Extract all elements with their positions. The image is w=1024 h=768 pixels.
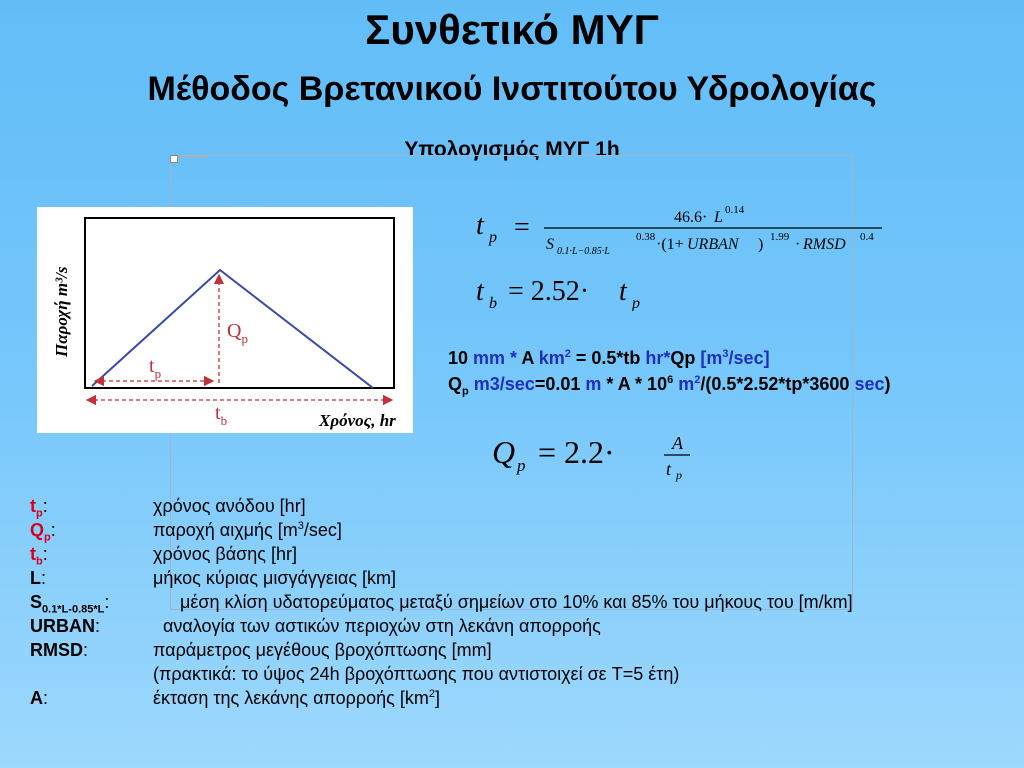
svg-text:p: p: [489, 229, 497, 246]
tb-label: $t_b$: [215, 402, 228, 428]
unit-equations: [448, 345, 891, 397]
svg-text:): ): [758, 236, 764, 253]
svg-text:·(1+: ·(1+: [656, 236, 684, 253]
definition-term: RMSD:: [30, 640, 89, 660]
definition-term: $t_p$:: [30, 496, 48, 520]
equation-token: 2: [694, 374, 701, 386]
definition-description: αναλογία των αστικών περιοχών στη λεκάνη απορροής: [163, 616, 601, 636]
svg-text:0.1·L−0.85·L: 0.1·L−0.85·L: [557, 246, 610, 257]
definition-description: έκταση της λεκάνης απορροής $[km^2]$: [153, 688, 440, 708]
formula-block: [474, 196, 894, 311]
svg-text:p: p: [632, 295, 640, 311]
equation-token: /(0.5*2.52*tp*3600: [700, 374, 855, 394]
definition-description: (πρακτικά: το ύψος 24h βροχόπτωσης που αντιστοιχεί σε T=5 έτη): [153, 664, 680, 684]
equation-token: sec: [854, 374, 885, 394]
hydrograph-svg: [37, 207, 413, 433]
tp-label: $t_p$: [149, 355, 162, 381]
svg-text:b: b: [489, 295, 497, 311]
definition-description: χρόνος βάσης [hr]: [153, 544, 297, 564]
qp-label: $Q_p$: [227, 320, 248, 346]
definition-description: μήκος κύριας μισγάγγειας [km]: [153, 568, 396, 588]
equation-token: m: [673, 374, 695, 394]
svg-text:=: =: [514, 212, 530, 243]
svg-text:0.38: 0.38: [636, 231, 656, 243]
svg-text:Q: Q: [492, 434, 516, 470]
equation-token: hr*: [645, 348, 671, 368]
equation-token: p: [462, 385, 469, 398]
qp-formula-svg: [490, 425, 710, 485]
equation-token: m3/sec: [468, 374, 535, 394]
definition-description: παράμετρος μεγέθους βροχόπτωσης [mm]: [153, 640, 492, 660]
equation-token: km: [538, 348, 565, 368]
slide-subtitle: Μέθοδος Βρετανικού Ινστιτούτου Υδρολογίας: [147, 70, 877, 108]
svg-text:·: ·: [795, 236, 801, 253]
definition-term: $Q_p$:: [30, 520, 56, 544]
svg-text:A: A: [672, 433, 683, 453]
definition-term: URBAN:: [30, 616, 101, 636]
equation-token: A: [521, 348, 539, 368]
equation-token: 10: [448, 348, 474, 368]
equation-token: /sec]: [728, 348, 770, 368]
svg-text:46.6·: 46.6·: [674, 209, 708, 226]
svg-text:t: t: [619, 276, 627, 307]
definition-description: παροχή αιχμής $[m^3/\sec]$: [153, 520, 342, 540]
svg-text:URBAN: URBAN: [687, 236, 739, 253]
equation-token: m: [585, 374, 602, 394]
equation-token: * A * 10: [601, 374, 668, 394]
equation-token: =0.01: [534, 374, 586, 394]
definition-description: χρόνος ανόδου [hr]: [153, 496, 306, 516]
embedded-object-label: [179, 156, 207, 158]
svg-text:L: L: [714, 209, 723, 226]
definition-term: $t_b$:: [30, 544, 48, 568]
calculation-heading: Υπολογισμός ΜΥΓ 1h: [404, 138, 620, 161]
slide-title: Συνθετικό ΜΥΓ: [365, 6, 659, 53]
svg-text:= 2.52·: = 2.52·: [508, 276, 590, 307]
equation-token: [m: [700, 348, 723, 368]
definition-term: L:: [30, 568, 47, 588]
equation-token: = 0.5*tb: [570, 348, 646, 368]
equation-token: Q: [448, 374, 463, 394]
tp-tb-formulas: [474, 196, 894, 311]
svg-text:t: t: [666, 459, 672, 479]
equation-token: ): [884, 374, 891, 394]
qp-formula: [490, 425, 710, 490]
equation-token: 6: [667, 374, 674, 386]
unit-equation-1: [448, 345, 891, 371]
embedded-object-icon: [170, 155, 178, 163]
svg-text:S: S: [546, 236, 554, 253]
unit-equation-2: [448, 371, 891, 397]
definition-term: $S_{0.1*L-0.85*L}$:: [30, 592, 110, 616]
svg-text:0.4: 0.4: [860, 231, 874, 243]
tp-formula: [476, 204, 882, 257]
tb-formula: [476, 276, 640, 311]
x-axis-label: Χρόνος, hr: [319, 411, 396, 430]
svg-text:t: t: [476, 276, 484, 307]
svg-text:p: p: [676, 468, 682, 482]
hydrograph-figure: [37, 207, 413, 433]
plot-box: [85, 218, 394, 388]
equation-token: Qp: [670, 348, 701, 368]
equation-token: 3: [722, 348, 729, 360]
definition-term: A:: [30, 688, 49, 708]
svg-text:p: p: [517, 456, 526, 475]
svg-text:= 2.2·: = 2.2·: [538, 434, 615, 470]
svg-text:t: t: [476, 210, 484, 241]
svg-text:RMSD: RMSD: [803, 236, 846, 253]
definition-description: μέση κλίση υδατορεύματος μεταξύ σημείων στο 10% και 85% του μήκους του [m/km]: [180, 592, 853, 612]
y-axis-label: Παροχή m³/s: [52, 266, 71, 357]
equation-token: mm *: [473, 348, 522, 368]
svg-text:0.14: 0.14: [725, 204, 745, 216]
equation-token: 2: [564, 348, 571, 360]
svg-text:1.99: 1.99: [770, 231, 790, 243]
